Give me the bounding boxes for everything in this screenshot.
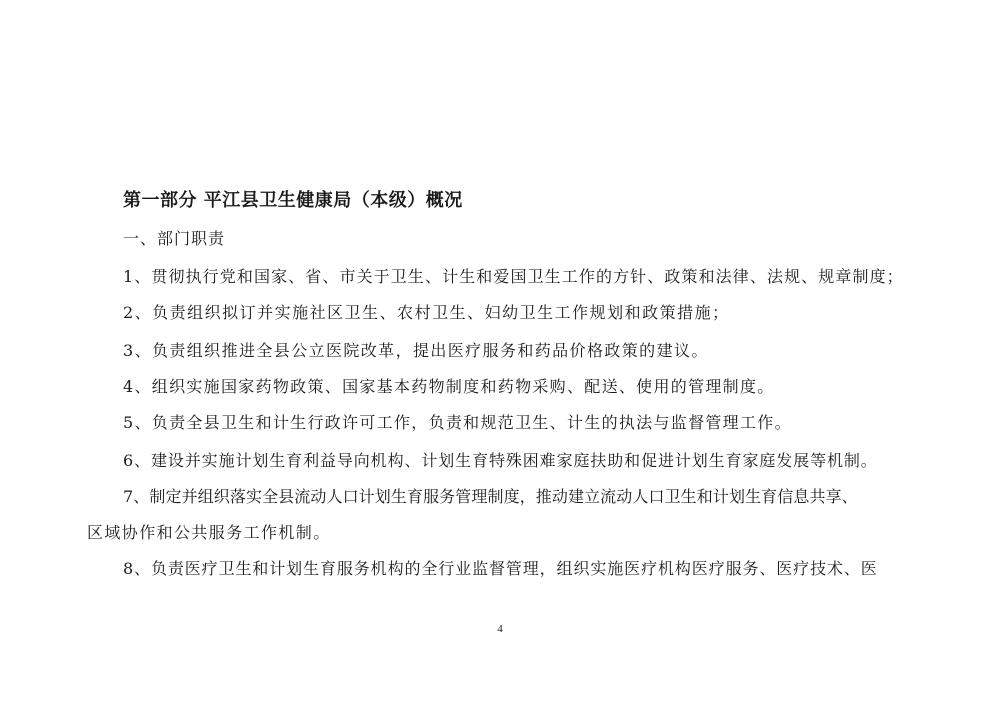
duty-item-1: 1、贯彻执行党和国家、省、市关于卫生、计生和爱国卫生工作的方针、政策和法律、法规、规章制度； <box>123 267 904 286</box>
subsection-heading: 一、部门职责 <box>123 229 226 248</box>
duty-item-5: 5、负责全县卫生和计生行政许可工作，负责和规范卫生、计生的执法与监督管理工作。 <box>123 413 792 432</box>
page-number: 4 <box>497 623 503 635</box>
duty-item-3: 3、负责组织推进全县公立医院改革，提出医疗服务和药品价格政策的建议。 <box>123 341 709 360</box>
duty-item-8: 8、负责医疗卫生和计划生育服务机构的全行业监督管理，组织实施医疗机构医疗服务、医疗技术、医 <box>123 559 878 578</box>
duty-item-6: 6、建设并实施计划生育利益导向机构、计划生育特殊困难家庭扶助和促进计划生育家庭发展等机制。 <box>123 451 878 470</box>
duty-item-2: 2、负责组织拟订并实施社区卫生、农村卫生、妇幼卫生工作规划和政策措施； <box>123 303 730 322</box>
duty-item-4: 4、组织实施国家药物政策、国家基本药物制度和药物采购、配送、使用的管理制度。 <box>123 377 775 396</box>
duty-item-7: 7、制定并组织落实全县流动人口计划生育服务管理制度，推动建立流动人口卫生和计划生育信息共享、 <box>123 487 858 506</box>
section-heading: 第一部分 平江县卫生健康局（本级）概况 <box>123 190 463 211</box>
duty-item-7-continued: 区域协作和公共服务工作机制。 <box>87 523 331 542</box>
